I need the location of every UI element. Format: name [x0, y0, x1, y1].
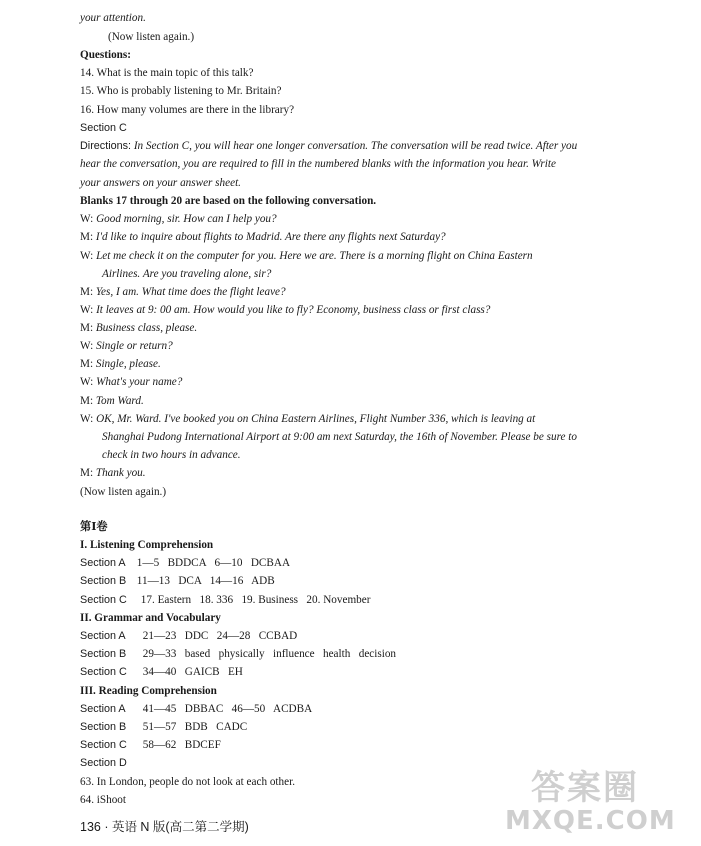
section-label: Section A	[80, 703, 126, 715]
answer-text: 51—57 BDB CADC	[142, 721, 248, 733]
volume-title: 第Ⅰ卷	[80, 521, 108, 533]
text-line: your attention.	[80, 12, 146, 24]
question-15: 15. Who is probably listening to Mr. Britain?	[80, 85, 282, 97]
questions-heading: Questions:	[80, 49, 131, 61]
utterance: Tom Ward.	[95, 395, 144, 407]
directions-label: Directions:	[80, 140, 132, 152]
answer-row	[80, 665, 243, 679]
utterance-continued: Airlines. Are you traveling alone, sir?	[102, 268, 272, 280]
section-label: Section C	[80, 666, 127, 678]
answer-row	[80, 574, 275, 588]
speaker: W:	[80, 250, 94, 262]
answer-row	[80, 629, 297, 643]
speaker: W:	[80, 213, 94, 225]
answer-row	[80, 647, 396, 661]
answer-row	[80, 556, 290, 570]
part-heading: III. Reading Comprehension	[80, 685, 217, 697]
dialogue-line	[80, 394, 144, 408]
part-heading: I. Listening Comprehension	[80, 539, 214, 551]
section-label: Section B	[80, 648, 127, 660]
now-listen-again: (Now listen again.)	[80, 486, 167, 498]
utterance: What's your name?	[96, 376, 183, 388]
answer-row	[80, 738, 221, 752]
answer-text: 58—62 BDCEF	[142, 739, 221, 751]
part-heading: II. Grammar and Vocabulary	[80, 612, 221, 624]
dialogue-line	[80, 412, 535, 426]
answer-text: 11—13 DCA 14—16 ADB	[136, 575, 275, 587]
utterance: Thank you.	[95, 467, 146, 479]
speaker: M:	[80, 322, 94, 334]
speaker: M:	[80, 286, 94, 298]
section-label: Section B	[80, 575, 127, 587]
answer-text: 1—5 BDDCA 6—10 DCBAA	[136, 557, 291, 569]
answer-text: 29—33 based physically influence health decision	[142, 648, 397, 660]
watermark-url: MXQE.COM	[505, 806, 676, 836]
dialogue-line	[80, 285, 286, 299]
section-label: Section A	[80, 557, 126, 569]
answer-64: 64. iShoot	[80, 794, 127, 806]
dialogue-line	[80, 212, 277, 226]
utterance: Business class, please.	[95, 322, 198, 334]
answer-text: 17. Eastern 18. 336 19. Business 20. November	[140, 594, 371, 606]
section-c-heading: Section C	[80, 122, 127, 134]
answer-row	[80, 720, 247, 734]
section-label: Section C	[80, 739, 127, 751]
dialogue-line	[80, 357, 161, 371]
section-label: Section B	[80, 721, 127, 733]
speaker: W:	[80, 413, 94, 425]
dialogue-line	[80, 375, 182, 389]
dialogue-line	[80, 230, 446, 244]
watermark-text: 答案圈	[531, 768, 639, 808]
dialogue-line	[80, 339, 173, 353]
answer-row	[80, 593, 370, 607]
answer-text: 34—40 GAICB EH	[142, 666, 243, 678]
dialogue-line	[80, 466, 146, 480]
question-14: 14. What is the main topic of this talk?	[80, 67, 254, 79]
dialogue-line	[80, 303, 490, 317]
answer-row	[80, 702, 312, 716]
blanks-heading: Blanks 17 through 20 are based on the following conversation.	[80, 195, 377, 207]
directions-line-3: your answers on your answer sheet.	[80, 177, 241, 189]
speaker: W:	[80, 376, 94, 388]
watermark	[503, 760, 683, 840]
answer-row	[80, 756, 127, 770]
utterance: Yes, I am. What time does the flight leave?	[95, 286, 286, 298]
utterance-continued: check in two hours in advance.	[102, 449, 241, 461]
speaker: W:	[80, 340, 94, 352]
dialogue-line	[80, 249, 533, 263]
page-footer: 136 · 英语 N 版(高二第二学期)	[80, 820, 249, 834]
section-label: Section D	[80, 757, 127, 769]
utterance: Single, please.	[95, 358, 161, 370]
section-label: Section C	[80, 594, 127, 606]
utterance: I'd like to inquire about flights to Madrid. Are there any flights next Saturday?	[95, 231, 446, 243]
utterance: Good morning, sir. How can I help you?	[96, 213, 277, 225]
dialogue-line	[80, 321, 197, 335]
utterance: Single or return?	[96, 340, 173, 352]
utterance: OK, Mr. Ward. I've booked you on China Eastern Airlines, Flight Number 336, which is leaving at	[96, 413, 536, 425]
answer-text: 41—45 DBBAC 46—50 ACDBA	[142, 703, 313, 715]
speaker: M:	[80, 467, 94, 479]
text-line: (Now listen again.)	[108, 31, 195, 43]
speaker: M:	[80, 358, 94, 370]
utterance: It leaves at 9: 00 am. How would you like to fly? Economy, business class or first class?	[96, 304, 491, 316]
answer-63: 63. In London, people do not look at each other.	[80, 776, 295, 788]
question-16: 16. How many volumes are there in the library?	[80, 104, 295, 116]
directions-text: In Section C, you will hear one longer conversation. The conversation will be read twice. After you	[133, 140, 578, 152]
answer-text: 21—23 DDC 24—28 CCBAD	[142, 630, 298, 642]
utterance-continued: Shanghai Pudong International Airport at 9:00 am next Saturday, the 16th of November. Please be sure to	[102, 431, 578, 443]
directions-line-2: hear the conversation, you are required to fill in the numbered blanks with the information you hear. Write	[80, 158, 556, 170]
utterance: Let me check it on the computer for you. Here we are. There is a morning flight on China Eastern	[96, 250, 533, 262]
speaker: M:	[80, 395, 94, 407]
speaker: W:	[80, 304, 94, 316]
section-label: Section A	[80, 630, 126, 642]
directions-line-1	[80, 139, 577, 153]
speaker: M:	[80, 231, 94, 243]
